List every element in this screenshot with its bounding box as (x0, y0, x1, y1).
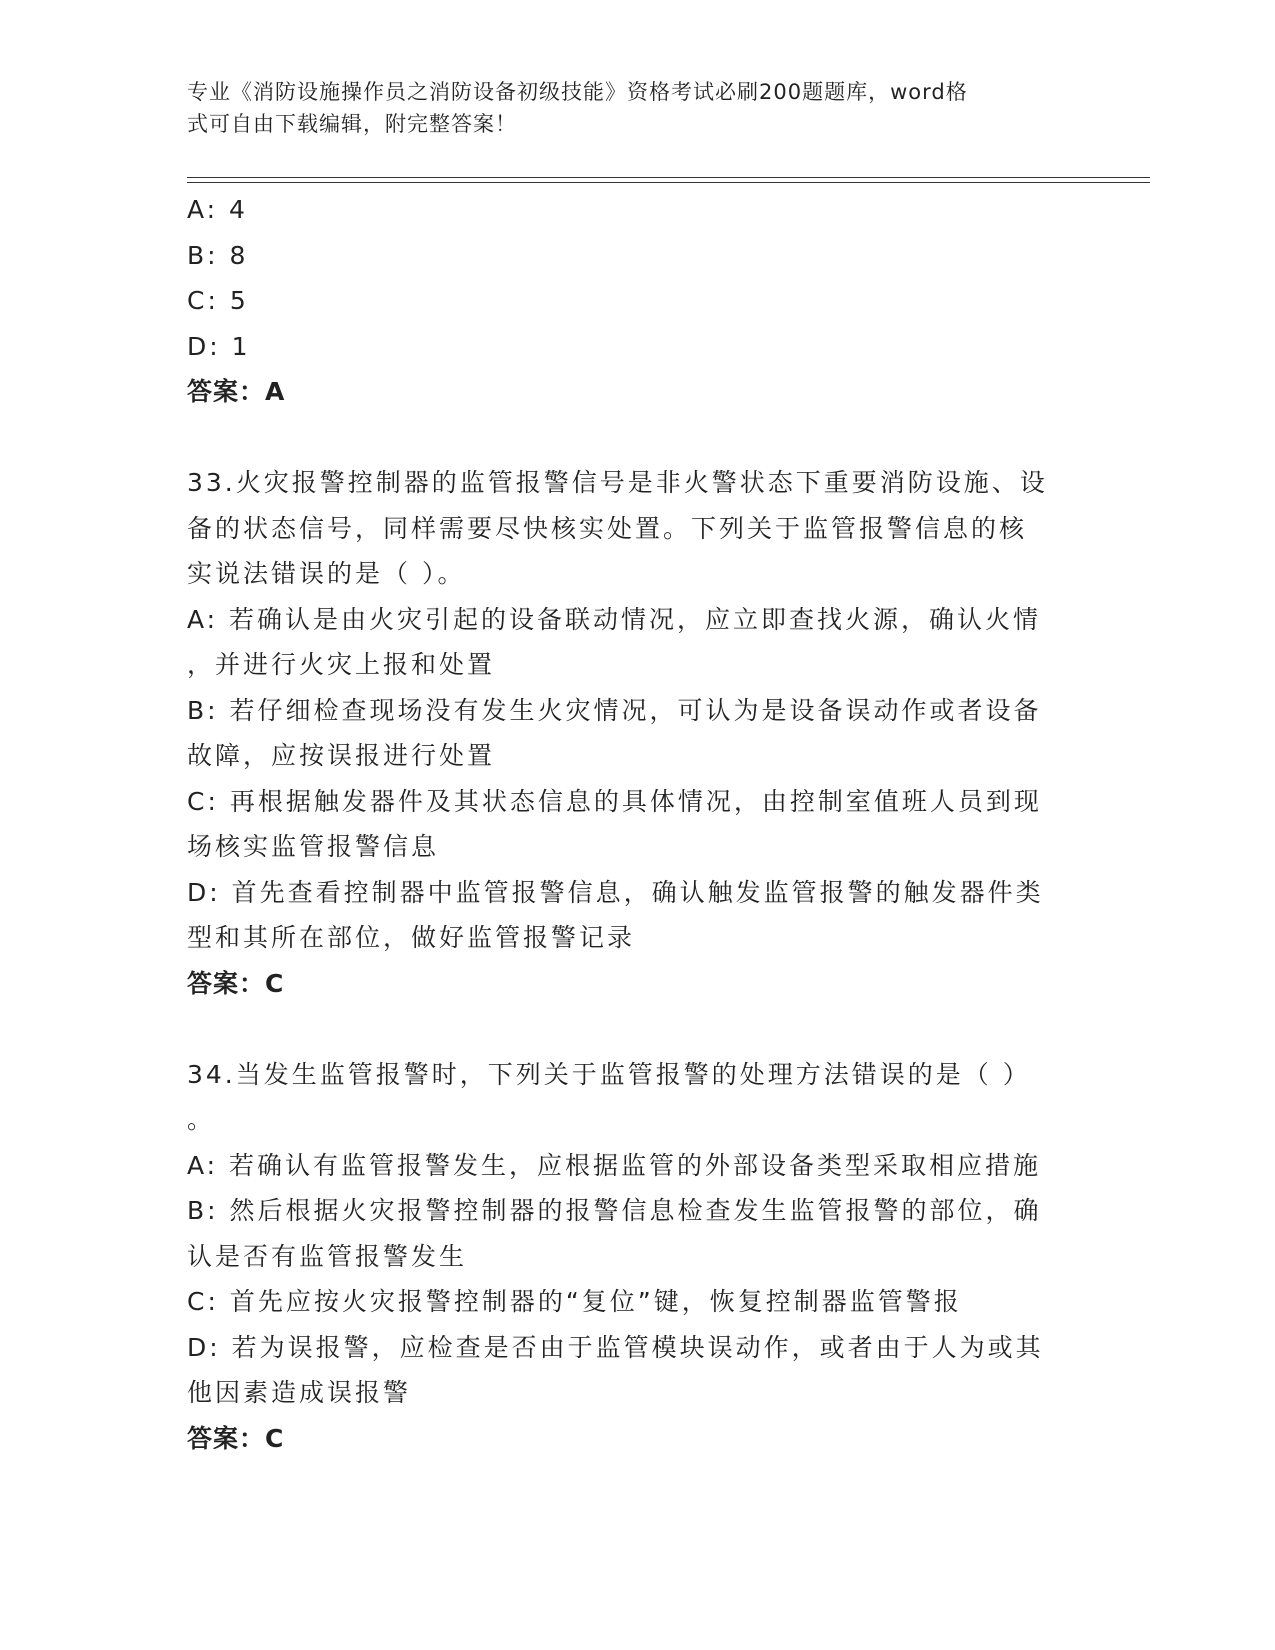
option-d: D: 首先查看控制器中监管报警信息，确认触发监管报警的触发器件类 (187, 877, 1044, 907)
option-a: A: 若确认是由火灾引起的设备联动情况，应立即查找火源，确认火情 (187, 604, 1042, 634)
option-d: D: 若为误报警，应检查是否由于监管模块误动作，或者由于人为或其 (187, 1332, 1044, 1362)
header-line-2: 式可自由下载编辑，附完整答案！ (187, 112, 517, 136)
header-rule-top (187, 177, 1150, 178)
option-b: B: 然后根据火灾报警控制器的报警信息检查发生监管报警的部位，确 (187, 1196, 1042, 1225)
option-b: B: 8 (187, 240, 249, 270)
question-stem: 备的状态信号，同样需要尽快核实处置。下列关于监管报警信息的核 (187, 513, 1028, 543)
option-a: A: 若确认有监管报警发生，应根据监管的外部设备类型采取相应措施 (187, 1150, 1042, 1180)
question-stem: 33.火灾报警控制器的监管报警信号是非火警状态下重要消防设施、设 (187, 468, 1048, 497)
option-c: C: 5 (187, 286, 249, 315)
spacer (187, 1006, 1087, 1052)
answer: 答案：A (187, 377, 286, 406)
answer: 答案：C (187, 1423, 285, 1453)
option-a: A: 4 (187, 195, 248, 224)
document-header (187, 76, 1067, 140)
question-34 (187, 1052, 1087, 1462)
option-b-cont: 故障，应按误报进行处置 (187, 741, 496, 770)
prev-question (187, 187, 1087, 415)
spacer (187, 415, 1087, 461)
option-b: B: 若仔细检查现场没有发生火灾情况，可认为是设备误动作或者设备 (187, 695, 1042, 725)
option-c-cont: 场核实监管报警信息 (187, 832, 440, 861)
option-b-cont: 认是否有监管报警发生 (187, 1241, 468, 1271)
option-a-cont: ，并进行火灾上报和处置 (187, 650, 496, 679)
option-c: C: 首先应按火灾报警控制器的“复位”键，恢复控制器监管警报 (187, 1287, 962, 1316)
header-rule-bottom (187, 182, 1150, 183)
option-c: C: 再根据触发器件及其状态信息的具体情况，由控制室值班人员到现 (187, 786, 1042, 816)
option-d-cont: 他因素造成误报警 (187, 1378, 412, 1407)
document-body (187, 187, 1087, 1461)
question-stem: 实说法错误的是（ ）。 (187, 559, 466, 588)
question-stem: 。 (187, 1105, 216, 1134)
answer: 答案：C (187, 968, 285, 998)
option-d-cont: 型和其所在部位，做好监管报警记录 (187, 923, 636, 952)
question-33 (187, 460, 1087, 1006)
header-line-1: 专业《消防设施操作员之消防设备初级技能》资格考试必刷200题题库，word格 (187, 80, 968, 104)
question-stem: 34.当发生监管报警时，下列关于监管报警的处理方法错误的是（ ） (187, 1059, 1031, 1089)
option-d: D: 1 (187, 331, 251, 361)
